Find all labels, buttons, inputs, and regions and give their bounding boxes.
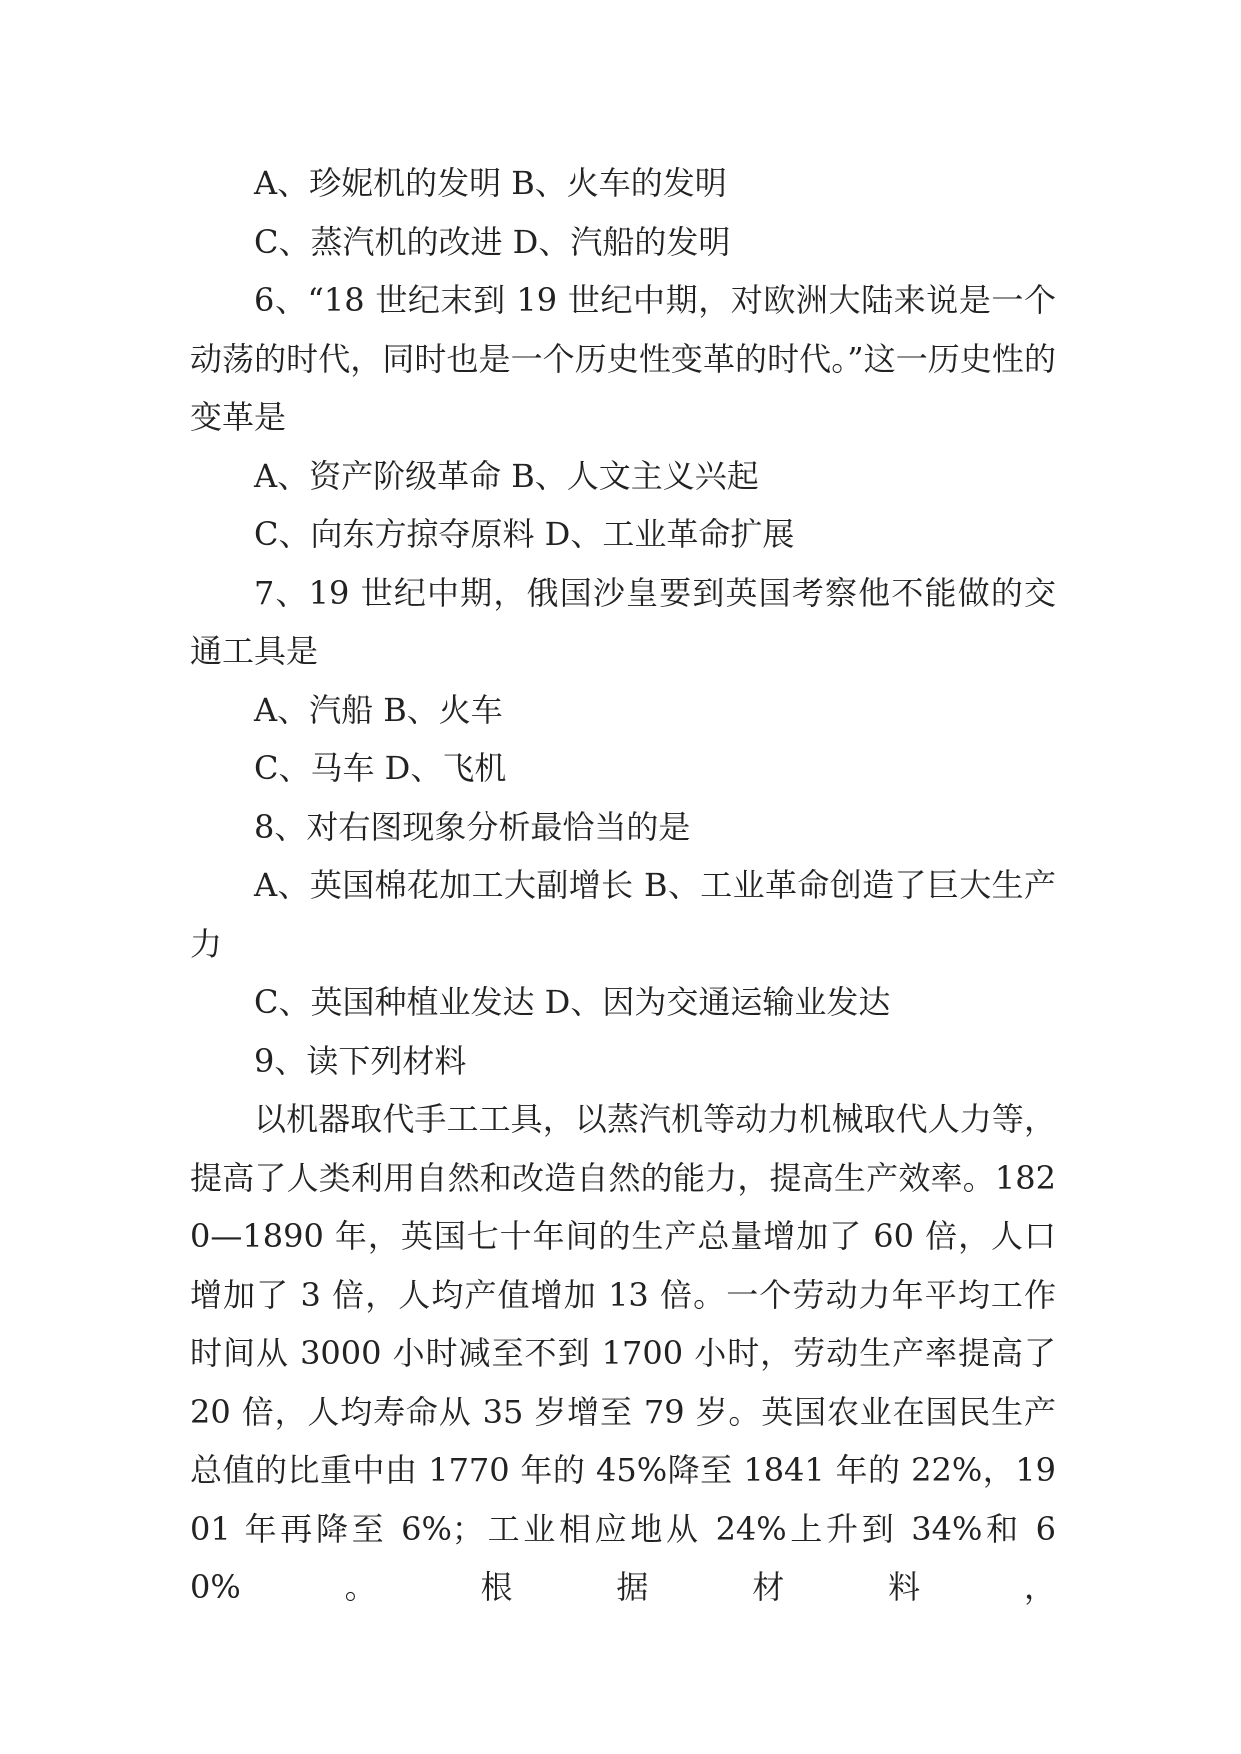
question-9: 9、读下列材料 [254,1041,467,1080]
option-line-7-cd: C、马车 D、飞机 [254,749,507,787]
option-line-5-cd: C、蒸汽机的改进 D、汽船的发明 [254,222,731,261]
option-line-6-cd: C、向东方掠夺原料 D、工业革命扩展 [254,515,795,553]
option-line-5-ab: A、珍妮机的发明 B、火车的发明 [254,164,727,202]
option-line-7-ab: A、汽船 B、火车 [254,690,503,729]
document-page [190,154,1056,1617]
option-line-6-ab: A、资产阶级革命 B、人文主义兴起 [254,456,759,495]
option-line-8-cd: C、英国种植业发达 D、因为交通运输业发达 [254,983,891,1021]
question-6: 6、“18 世纪末到 19 世纪中期，对欧洲大陆来说是一个动荡的时代，同时也是一个历史性变革的时代。”这一历史性的变革是 [190,281,1056,436]
reading-material: 以机器取代手工工具，以蒸汽机等动力机械取代人力等，提高了人类利用自然和改造自然的能力，提高生产效率。1820—1890 年，英国七十年间的生产总量增加了 60 倍，人口增加了 3 倍，人均产值增加 13 倍。一个劳动力年平均工作时间从 3000 小时减至不到 1700 小时，劳动生产率提高了 20 倍，人均寿命从 35 岁增至 79 岁。英国农业在国民生产总值的比重中由 1770 年的 45%降至 1841 年的 22%，1901 年再降至 6%；工业相应地从 24%上升到 34%和 60%。根据材料， [190,1100,1056,1606]
question-8: 8、对右图现象分析最恰当的是 [254,807,691,846]
question-7: 7、19 世纪中期，俄国沙皇要到英国考察他不能做的交通工具是 [190,573,1056,670]
option-line-8-ab: A、英国棉花加工大副增长 B、工业革命创造了巨大生产力 [190,866,1056,963]
